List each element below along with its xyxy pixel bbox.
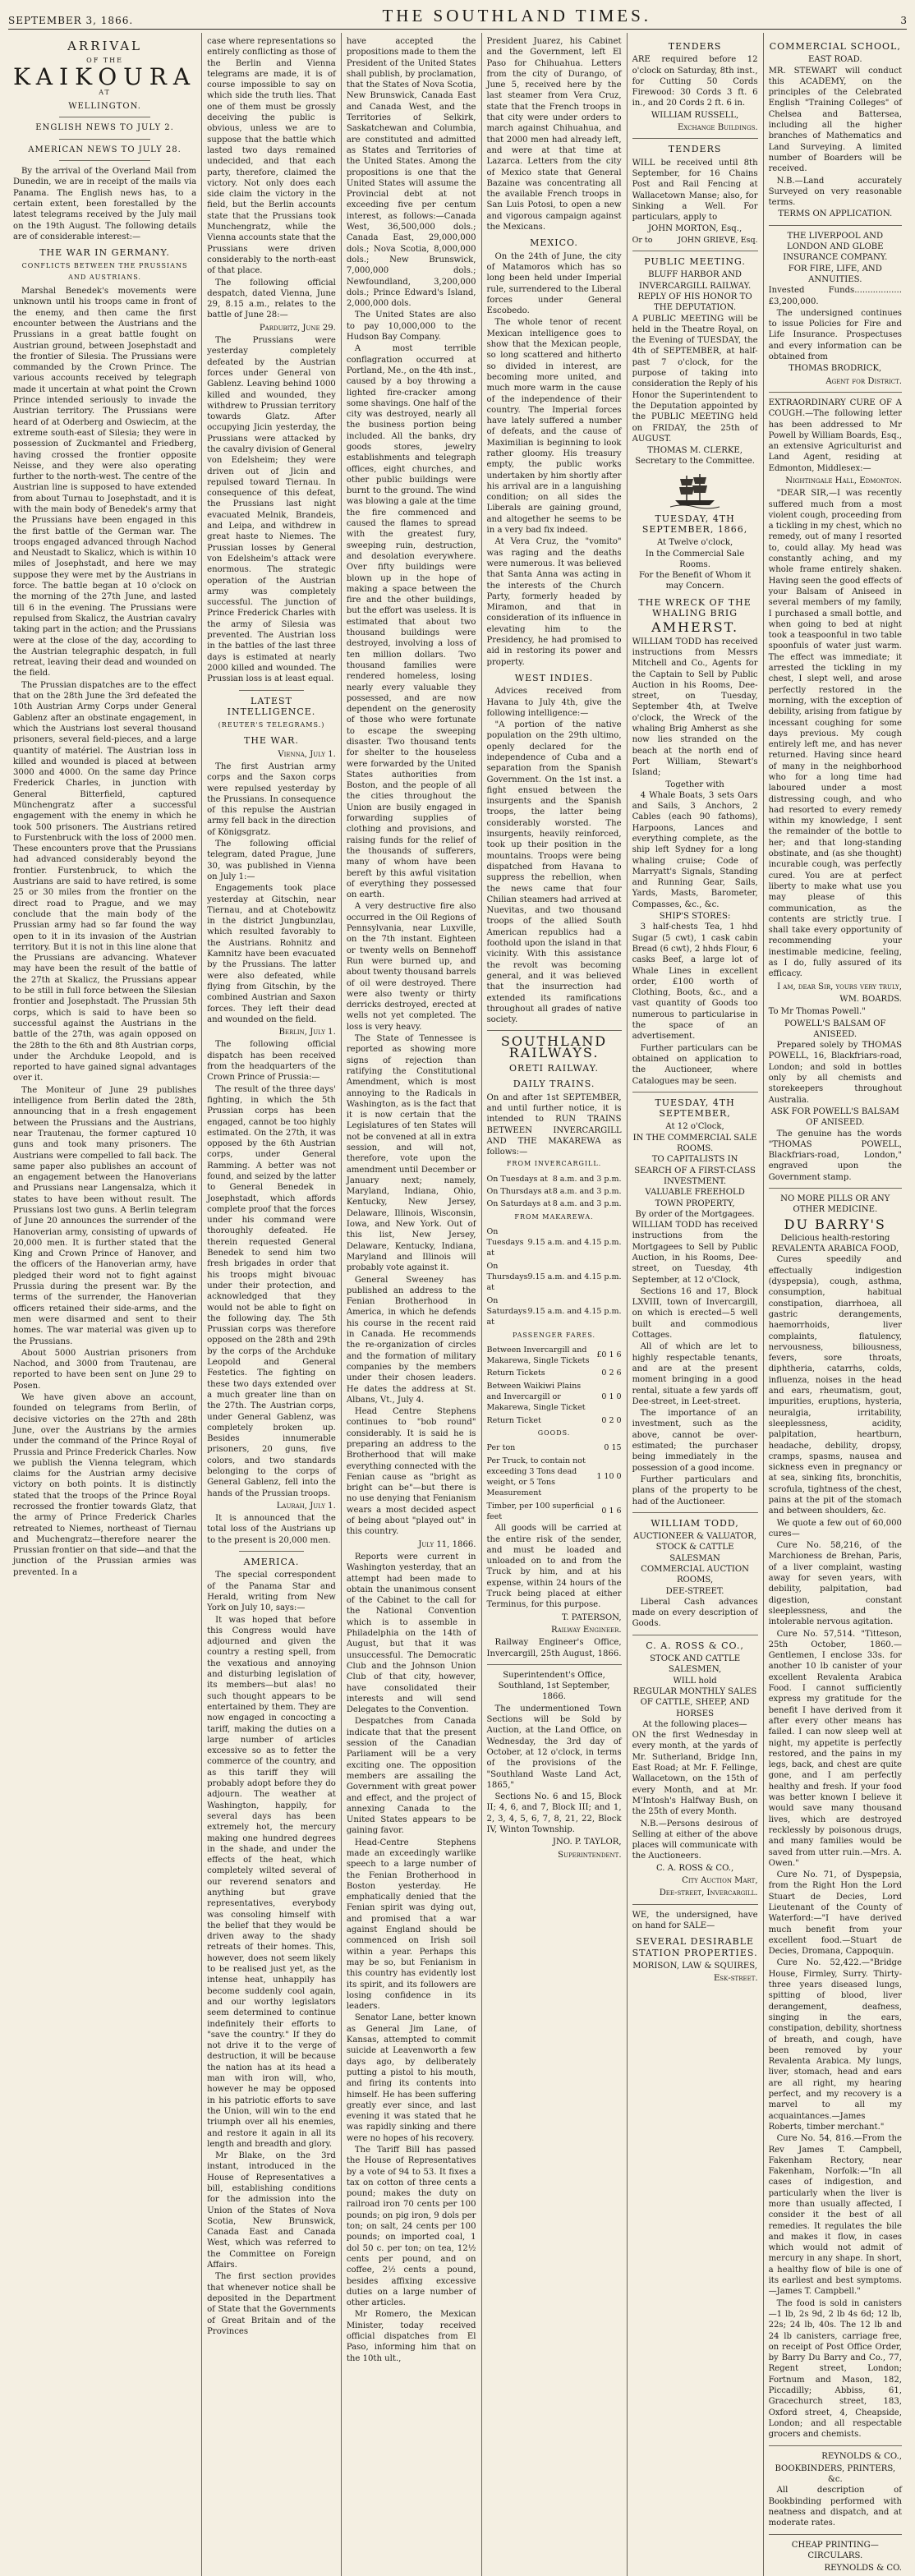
- heading-william-todd: WILLIAM TODD,: [651, 1517, 739, 1529]
- fares-table: [487, 1344, 622, 1427]
- column-4: [482, 33, 628, 2576]
- heading-public-meeting: PUBLIC MEETING.: [644, 256, 746, 268]
- ship-illustration-icon: [670, 472, 720, 508]
- heading-american-news: AMERICAN NEWS TO JULY 28.: [28, 145, 182, 154]
- article-paragraph: The result of the three days' fighting, in which the 5th Prussian corps has been engaged, cannot be too highly estimated. On the 27th, it was opposed by the 6th Austrian corps, under General Ramming. A better was not found, and seized by the latter to General Benedek in Josephstadt, which affords complete proof that the forces under his command were thoroughly defeated. He therein requested General Benedek to send him two fresh brigades in order that his troops might bivouac under their protection, and acknowledged that they would not be able to fight on the following day. The 5th Prussian corps was therefore opposed on the 28th and 29th by the corps of the Archduke Leopold and General Festetics. The fighting on these two days extended over a much greater line than on the 27th. The Austrian corps, under General Gablenz, was completely broken up. Besides innumerable prisoners, 20 guns, five colors, and two standards belonging to the corps of General Gablenz, fell into the hands of the Prussian troops.: [207, 1084, 336, 1498]
- ad-text: MR. STEWART will conduct this ACADEMY, on the principles of the Celebrated English "Training Colleges" of Chelsea and Battersea, including all the higher branches of Mathematics and Land Surveying. A limited number of Boarders will be received.: [768, 66, 902, 174]
- subheading: VALUABLE FREEHOLD TOWN PROPERTY,: [645, 1188, 745, 1208]
- subheading-passenger-fares: PASSENGER FARES.: [512, 1331, 596, 1339]
- schedule-row: On Saturdays at 9.15 a.m. and 4.15 p.m.: [486, 1295, 622, 1327]
- heading-english-news: ENGLISH NEWS TO JULY 2.: [35, 123, 174, 133]
- notice-text: All goods will be carried at the entire risk of the sender, and must be loaded and unloaded on to and from the Truck by him, and at his expense, within 24 hours of the Truck being placed at either Terminus, for this purpose.: [486, 1524, 622, 1610]
- heading-amherst: AMHERST.: [651, 619, 739, 636]
- heading-insurance: THE LIVERPOOL AND LONDON AND GLOBE INSURANCE COMPANY.: [783, 231, 888, 263]
- article-paragraph: The whole tenor of recent Mexican intelligence goes to show that the Mexican people, so long scattered and hitherto so divided in interest, are becoming more united, and much more warm in the cause of the independence of their country. The Imperial forces have lately suffered a number of defeats, and the cause of Maximilian is beginning to look rather gloomy. His treasury empty, the public works undertaken by him shortly after his arrival are in a languishing condition; on all sides the Liberals are gaining ground, and altogether he seems to be in a very bad fix indeed.: [486, 318, 622, 536]
- ad-signature: Exchange Buildings.: [677, 123, 758, 133]
- ad-text: Liberal Cash advances made on every description of Goods.: [632, 1597, 758, 1629]
- ad-text: To Mr Thomas Powell.": [768, 1007, 866, 1017]
- article-paragraph: Engagements took place yesterday at Gitschin, near Tiernau, and at Chotebowitz in the district Jungbunzlau, which resulted favorably to the Austrians. Rohnitz and Kamnitz have been evacuated by the Prussians. The latter were also defeated, while flying from Gitschin, by the combined Austrian and Saxon forces. They left their dead and wounded on the field.: [207, 884, 336, 1024]
- ad-signature: THOMAS BRODRICK,: [789, 364, 882, 374]
- article-paragraph: "A portion of the native population on the 29th ultimo, openly declared for the independence of Cuba and a separation from the Spanish Government. On the 1st inst. a fight ensued between the insurgents and the Spanish troops, the latter being considerably worsted. The insurgents, heavily reinforced, took up their position in the mountains. Troops were being dispatched from Havana to suppress the rebellion, when the news came that four Chilian steamers had arrived at Nuevitas, and two thousand troops of the allied South American republics had a foothold upon the island in that vicinity. With this assistance the revolt was becoming general, and it was believed that the insurrection had extended its ramifications throughout all grades of native society.: [486, 720, 622, 1025]
- article-paragraph: Marshal Benedek's movements were unknown until his troops came in front of the enemy, and then came the first encounter between the Austrians and the Prussians in a great battle fought on Austrian ground, between Josephstadt and the frontier of Silesia. The Prussians were commanded by the Crown Prince. The various accounts received by telegraph made it uncertain at what point the Crown Prince intended seriously to invade the Austrian territory. The Prussians were heard of at Oderberg and Oswiecim, at the extreme south-east of Silesia; they were in possession of Zuckmantel and Friedberg, having crossed the frontier opposite Neisse, and they were also operating further to the north-west. The centre of the Austrian line is supposed to have extended from about Turnau to Josephstadt, and it is with the main body of Benedek's army that the Prussians have been engaged in this the first battle of the German war. The troops engaged advanced through Nachod and Neustadt to Skalicz, which is within 10 miles of Josephstadt, and here we may suppose they were met by the Austrians in force. The battle began at 10 o'clock on the morning of the 27th June, and lasted till 6 in the evening. The Prussians were repulsed from Skalicz, the Austrian cavalry taking part in the action; and the Prussians were at the close of the day, according to the Austrian telegraphic despatch, in full retreat, leaving their dead and wounded on the field.: [13, 287, 197, 678]
- article-paragraph: It is announced that the total loss of the Austrians up to the present is 20,000 men.: [207, 1514, 336, 1545]
- heading-tenders: TENDERS: [668, 144, 722, 155]
- article-paragraph: The first Austrian army corps and the Saxon corps were repulsed yesterday by the Prussians. In consequence of this repulse the Austrian army fell back in the direction of Königsgratz.: [207, 762, 336, 837]
- ad-text: EXTRAORDINARY CURE OF A COUGH.—The following letter has been addressed to Mr Powell by William Boards, Esq., an extensive Agriculturist and Land Agent, residing at Edmonton, Middlesex:—: [768, 398, 902, 473]
- heading-ca-ross: C. A. ROSS & CO.,: [646, 1640, 744, 1651]
- column-5: [628, 33, 764, 2576]
- sale-time: At 12 o'Clock,: [665, 1122, 724, 1132]
- divider: [239, 1551, 303, 1552]
- article-paragraph: Head Centre Stephens continues to "bob round" considerably. It is said he is preparing an address to the Brotherhood that will make everything connected with the Fenian cause as "bright as bright can be"—but there is no use denying that Fenianism wears a most decided aspect of being about "played out" in this country.: [346, 1407, 476, 1537]
- divider: [632, 138, 758, 139]
- ad-signature-row: Or to JOHN GRIEVE, Esq.: [632, 235, 758, 245]
- ad-text: Cure No. 52,422.—"Bridge House, Firmley, Surry. Thirty-three years diseased lungs, spitting of blood, liver derangement, deafness, singing in the ears, constipation, debility, shortness of breath, and cough, have been removed by your Revalenta Arabica. My lungs, liver, stomach, head and ears are all right, my hearing perfect, and my recovery is a marvel to all my acquaintances.—James Roberts, timber merchant.": [768, 1958, 902, 2132]
- ad-text: I am, dear Sir, yours very truly,: [777, 982, 902, 991]
- fare-row: Return Ticket 0 2 0: [486, 1415, 622, 1425]
- ad-text: Together with: [665, 780, 724, 789]
- article-paragraph: It was hoped that before this Congress would have adjourned and given the country a resting spell, from the vexatious and annoying and disturbing legislation of its members—but alas! no such thought appears to be entertained by them. They are now engaged in concocting a tariff, making the duties on a large number of articles excessive so as to fetter the commerce of the country, and as this tariff they will probably adopt before they do adjourn. The weather at Washington, happily, for several days has been extremely hot, the mercury making one hundred degrees in the shade, and under the effects of the heat, which completely wilted several of our reverend senators and anything but grave representatives, everybody was consoling himself with the belief that they would be driven away to the shady retreats of their homes. This, however, does not seem likely to be realised just yet, as the intense heat, unhappily has become suddenly cool again, and our worthy legislators seem determined to continue indefinitely their efforts to "save the country." If they do not drive it to the verge of destruction, it will be because the nation has at its head a man with iron will, who, however he may be opposed in his patriotic efforts to save the Union, will win to the end triumph over all his enemies, and restore it again in all its length and breadth and glory.: [207, 1615, 336, 2149]
- heading-america: AMERICA.: [243, 1557, 300, 1568]
- divider: [769, 2534, 902, 2535]
- article-paragraph: The following official telegram, dated Prague, June 30, was published in Vienna on July 1:—: [207, 840, 336, 881]
- ad-signature: THOMAS M. CLERKE,: [647, 446, 743, 456]
- schedule-row: On Thursdays at 9.15 a.m. and 4.15 p.m.: [486, 1261, 622, 1293]
- heading-at: AT: [99, 88, 111, 96]
- notice-office: Superintendent's Office, Southland, 1st September, 1866.: [498, 1670, 610, 1702]
- ad-text: Further particulars can be obtained on application to the Auctioneer, where Catalogues may be seen.: [632, 1043, 758, 1086]
- article-paragraph: We have given above an account, founded on telegrams from Berlin, of decisive victories on the 27th and 28th June, over the Austrians by the armies under the command of the Prince Royal of Prussia and Prince Frederick Charles. Now we publish the Vienna telegram, which claims for the Austrian army decisive victory on both points. It is distinctly stated that the troops of the Prince Royal recrossed the frontier towards Glatz, that the army of Prince Frederick Charles retreated to Niemes, northeast of Tiernau and Muchengratz—therefore nearer the Prussian frontier on that side—and that the junction of the Prussian armies was prevented. In a: [13, 1393, 197, 1577]
- dateline: July 11, 1866.: [418, 1539, 476, 1549]
- subheading-from-invercargill: FROM INVERCARGILL.: [506, 1160, 602, 1168]
- dateline: Pardubitz, June 29.: [259, 323, 336, 333]
- heading-west-indies: WEST INDIES.: [514, 672, 594, 683]
- heading-cheap-printing: CHEAP PRINTING—CIRCULARS.: [791, 2540, 879, 2560]
- article-paragraph: Senator Lane, better known as General Jim Lane, of Kansas, attempted to commit suicide at Leavenworth a few days ago, by deliberately putting a pistol to his mouth, and firing its contents into himself. He has been suffering greatly ever since, and last evening it was stated that he was rapidly sinking and there were no hopes of his recovery.: [346, 2013, 476, 2143]
- article-paragraph: A very destructive fire also occurred in the Oil Regions of Pennsylvania, near Luxville, on the 7th instant. Eighteen or twenty wells on Bennehoff Run were burned up, and about twenty thousand barrels of oil were destroyed. There were also twenty or thirty derricks destroyed, erected at wells not yet completed. The loss is very heavy.: [346, 902, 476, 1032]
- subheading: DEE-STREET.: [665, 1586, 724, 1596]
- divider: [239, 690, 303, 691]
- subheading: FOR FIRE, LIFE, AND ANNUITIES.: [788, 264, 882, 284]
- fare-row: Between Invercargill and Makarewa, Single Tickets £0 1 6: [486, 1345, 622, 1366]
- article-paragraph: General Sweeney has published an address to the Fenian Brotherhood in America, in which he defends his course in the recent raid in Canada. He recommends the re-organization of circles and the formation of military companies by the members under their chosen leaders. He dates the address at St. Albans, Vt., July 4.: [346, 1275, 476, 1405]
- ad-text: Cure No. 54, 816.—From the Rev James T. Campbell, Fakenham Rectory, near Fakenham, Norfolk:—"In all cases of indigestion, and particularly when the liver is more than usually affected, I consider it the best of all remedies. It regulates the bile and makes it flow, in cases which would not admit of mercury in any shape. In short, a healthy flow of bile is one of its earliest and best symptoms.—James T. Campbell.": [768, 2134, 902, 2297]
- subheading: BLUFF HARBOR AND INVERCARGILL RAILWAY.: [638, 270, 752, 291]
- subheading-ships-stores: SHIP'S STORES:: [659, 912, 731, 922]
- subheading: WILL hold: [673, 1676, 717, 1686]
- sale-place: IN THE COMMERCIAL SALE ROOMS.: [632, 1133, 757, 1154]
- notice-text: On and after 1st SEPTEMBER, and until further notice, it is intended to RUN TRAINS BETWEEN INVERCARGILL AND THE MAKAREWA as follows:—: [486, 1092, 622, 1157]
- ad-text: The undersigned continues to issue Policies for Fire and Life Insurance. Prospectuses and every information can be obtained from: [768, 308, 902, 362]
- subheading-goods: GOODS.: [537, 1428, 571, 1437]
- heading-of-the: OF THE: [86, 57, 123, 65]
- dateline: Laurah, July 1.: [276, 1501, 336, 1511]
- ad-text: ON the first Wednesday in every month, at the yards of Mr. Sutherland, Bridge Inn, East Road; at Mr. F. Fellinge, Wallacetown, on the 15th of every Month, and at Mr. M'Intosh's Halfway Bush, on the 25th of every Month.: [632, 1731, 758, 1817]
- notice-text: Railway Engineer's Office, Invercargill, 25th August, 1866.: [486, 1638, 622, 1658]
- article-paragraph: The following official despatch, dated Vienna, June 29, 8.15 a.m., relates to the battle of June 28:—: [207, 278, 336, 320]
- heading-the-war: THE WAR.: [243, 735, 299, 747]
- ad-text: Cure No. 58,216, of the Marchioness de Brehan, Paris, of a liver complaint, wasting away for seven years, with debility, palpitation, bad digestion, constant sleeplessness, and the intolerable nervous agitation.: [768, 1541, 902, 1627]
- article-paragraph: At Vera Cruz, the "vomito" was raging and the deaths were numerous. It was believed that Santa Anna was acting in the interests of the Church Party, formerly headed by Miramon, and that in consideration of its influence in elevating him to the Presidency, he had promised to aid in restoring its power and property.: [486, 537, 622, 667]
- ad-text: WILLIAM TODD has received instructions from Messrs Mitchell and Co., Agents for the Captain to Sell by Public Auction in his Rooms, Dee-street, on Tuesday, September 4th, at Twelve o'clock, the Wreck of the whaling Brig Amherst as she now lies stranded on the beach at the north end of Port William, Stewart's Island;: [632, 637, 758, 778]
- article-paragraph: The United States are also to pay 10,000,000 to the Hudson Bay Company.: [346, 310, 476, 343]
- ad-text: A PUBLIC MEETING will be held in the Theatre Royal, on the Evening of TUESDAY, the 4th of SEPTEMBER, at half-past 7 o'clock, for the purpose of taking into consideration the Reply of his Honor the Superintendent to the Deputation appointed by the PUBLIC MEETING held on FRIDAY, the 25th of AUGUST.: [632, 314, 758, 444]
- heading-ask-for: ASK FOR POWELL'S BALSAM OF ANISEED.: [770, 1106, 899, 1128]
- ad-text: 4 Whale Boats, 3 sets Oars and Sails, 3 Anchors, 2 Cables (each 90 fathoms), Harpoons, Lances and everything complete, as the ship left Sydney for a long whaling cruise; Code of Marryatt's Signals, Standing and Running Gear, Sails, Yards, Masts, Barometer, Compasses, &c., &c.: [632, 790, 758, 909]
- ad-signature: City Auction Mart,: [682, 1876, 758, 1886]
- ad-text: 3 half-chests Tea, 1 hhd Sugar (5 cwt), 1 cask cabin Bread (6 cwt), 2 hhds Flour, 6 casks Beef, a large lot of Whale Lines in excellent order, £100 worth of Clothing, Boots, &c., and a vast quantity of Goods too numerous to particularise in the space of an advertisement.: [632, 922, 758, 1042]
- dateline: Vienna, July 1.: [278, 749, 336, 759]
- newspaper-title: THE SOUTHLAND TIMES.: [382, 6, 652, 25]
- ad-text: Cures speedily and effectually indigestion (dyspepsia), cough, asthma, consumption, habitual constipation, diarrhoea, all gastric derangements, haemorrhoids, liver complaints, flatulency, nervousness, biliousness, fevers, sore throats, diphtheria, catarrhs, colds, influenza, noises in the head and ears, rheumatism, gout, impurities, eruptions, hysteria, neuralgia, irritability, sleeplessness, acidity, palpitation, heartburn, headache, debility, dropsy, cramps, spasms, nausea and sickness even in pregnancy or at sea, sinking fits, bronchitis, scrofula, tightness of the chest, pains at the pit of the stomach and between shoulders, &c.: [768, 1255, 902, 1516]
- ad-text: Cure No. 57,514. "Titteson, 25th October, 1860.—Gentlemen, I enclose 33s. for another 10 lb canister of your excellent Revalenta Arabica Food. I cannot sufficiently express my gratitude for the benefit I have derived from it after every other means has failed. I can now sleep well at night, my appetite is perfectly restored, and the pains in my legs, back, and chest are quite gone, and I am perfectly healthy and fresh. If your food was better known I believe it would save many thousand lives, which are destroyed recklessly by poisonous drugs, and many families would be saved from utter ruin.—Mrs. A. Owen.": [768, 1629, 902, 1868]
- heading-du-barry: DU BARRY'S: [784, 1216, 886, 1232]
- issue-date: SEPTEMBER 3, 1866.: [8, 15, 134, 26]
- schedule-from-invercargill: [487, 1173, 622, 1211]
- subheading: TO CAPITALISTS IN SEARCH OF A FIRST-CLASS INVESTMENT.: [634, 1155, 756, 1186]
- article-paragraph: The Prussians were yesterday completely defeated by the Austrian forces under General von Gablenz. Leaving behind 1000 killed and wounded, they withdrew to Prussian territory towards Glatz. After occupying Jicin yesterday, the Prussians were attacked by the cavalry division of General von Edelsheim; they were driven out of Jicin and repulsed toward Tiernau. In consequence of this defeat, the Prussians last night evacuated Melnik, Brandeis, and Leipa, and withdrew in great haste to Niemes. The Prussian losses by General von Edelsheim's attack were enormous. The strategic operation of the Austrian army was completely successful. The junction of Prince Frederick Charles with the army of Silesia was prevented. The Austrian loss in the battles of the last three days is estimated at nearly 2000 killed and wounded. The Prussian loss is at least equal.: [207, 336, 336, 684]
- goods-row: Per Truck, to contain not exceeding 3 Tons dead weight, or 5 Tons Measurement 1 10 0: [486, 1456, 622, 1498]
- heading-oreti-railway: ORETI RAILWAY.: [509, 1063, 600, 1074]
- heading-wellington: WELLINGTON.: [68, 102, 141, 112]
- ad-text: WILLIAM TODD has received instructions from the Mortgagees to Sell by Public Auction, in his Rooms, Dee-street, on Tuesday, 4th September, at 12 o'Clock,: [632, 1221, 758, 1285]
- article-paragraph: Despatches from Canada indicate that that the present session of the Canadian Parliament will be a very exciting one. The opposition members are assailing the Government with great power and effect, and the project of annexing Canada to the United States appears to be gaining favor.: [346, 1717, 476, 1836]
- ad-text: WILL be received until 8th September, for 16 Chains Post and Rail Fencing at Wallacetown Manse; also, for Sinking a Well. For particulars, apply to: [632, 158, 758, 223]
- heading-war-in-germany: THE WAR IN GERMANY.: [39, 247, 170, 259]
- article-paragraph: The following official dispatch has been received from the headquarters of the Crown Prince of Prussia:—: [207, 1040, 336, 1083]
- heading-kaikoura: KAIKOURA: [13, 62, 197, 90]
- divider: [59, 160, 151, 161]
- ad-signature: Secretary to the Committee.: [635, 457, 755, 467]
- ad-text: N.B.—Land accurately Surveyed on very reasonable terms.: [768, 176, 902, 208]
- article-paragraph: case where representations so entirely conflicting as those of the Berlin and Vienna telegrams are made, it is of course impossible to say on which side the truth lies. That one of them must be grossly deceiving the public is obvious, unless we are to suppose that the battle which lasted two days remained undecided, and that each party, therefore, claimed the victory. Not only does each side claim the victory in the field, but the Berlin accounts state that the Prussians took Munchengratz, while the Vienna accounts state that the Prussians were driven considerably to the north-east of that place.: [207, 37, 336, 276]
- subheading: BOOKBINDERS, PRINTERS, &c.: [775, 2463, 896, 2485]
- subheading: Delicious health-restoring: [780, 1233, 890, 1243]
- ad-signature: WM. BOARDS.: [839, 994, 902, 1004]
- signature: JNO. P. TAYLOR,: [552, 1838, 622, 1847]
- schedule-from-makarewa: [487, 1226, 622, 1329]
- ad-text: All of which are let to highly respectable tenants, and are at the present moment bringing in a good rental, situate a few yards off Dee-street, in Leet-street.: [632, 1342, 758, 1406]
- heading-latest-intelligence: LATEST INTELLIGENCE.: [227, 695, 316, 717]
- ad-signature: Esk-street.: [713, 1974, 758, 1984]
- ad-signature: WILLIAM RUSSELL,: [651, 110, 739, 120]
- article-paragraph: About 5000 Austrian prisoners from Nachod, and 3000 from Trautenau, are reported to have been sent on June 29 to Posen.: [13, 1348, 197, 1391]
- heading-southland-railways: SOUTHLAND RAILWAYS.: [500, 1033, 608, 1060]
- heading-station-properties: SEVERAL DESIRABLE STATION PROPERTIES.: [632, 1936, 758, 1958]
- article-paragraph: have accepted the propositions made to them the President of the United States shall publish, by proclamation, that the States of Nova Scotia, New Brunswick, Canada East and Canada West, and the Territories of Selkirk, Saskatchewan and Columbia, are constituted and admitted as States and Territories of the United States. Among the propositions is one that the United States will assume the Provincial debt at not exceeding five per centum interest, as follows:—Canada West, 36,500,000 dols.; Canada East, 29,000,000 dols.; Nova Scotia, 8,000,000 dols.; New Brunswick, 7,000,000 dols.; Newfoundland, 3,200,000 dols.; Prince Edward's Island, 2,000,000 dols.: [346, 37, 476, 309]
- article-paragraph: Head-Centre Stephens made an exceedingly warlike speech to a large number of the Fenian Brotherhood in Boston yesterday. He emphatically denied that the Fenian spirit was dying out, and promised that a war against England should be commenced on Irish soil within a year. Perhaps this may be so, but Fenianism in this country has evidently lost its spirit, and its followers are losing confidence in its leaders.: [346, 1838, 476, 2012]
- ad-signature: C. A. ROSS & CO.,: [655, 1863, 734, 1873]
- column-6: [764, 33, 907, 2576]
- divider: [769, 225, 902, 226]
- ad-text: Nightingale Hall, Edmonton.: [785, 476, 902, 485]
- goods-table: [487, 1442, 622, 1523]
- article-paragraph: The Prussian dispatches are to the effect that on the 28th June the 3rd defeated the 10th Austrian Army Corps under General Gablenz after an obstinate engagement, in which the Austrians lost several thousand prisoners, several field-pieces, and a large quantity of matériel. The Austrian loss in killed and wounded is placed at between 3000 and 4000. On the same day Prince Frederick Charles, in junction with General Bitterfield, captured Münchengratz after a successful engagement with the enemy in which he took 500 prisoners. The Austrians retired to Furstenbruck with the loss of 2000 men. These encounters prove that the Prussians had advanced considerably beyond the frontier. Furstenbruck, to which the Austrians are said to have retired, is some 25 or 30 miles from the frontier on the direct road to Prague, and we may conclude that the main body of the Prussian army had so far found the way open to it in its invasion of the Austrian territory. But it is not in this line alone that the Prussians are advancing. Whatever may have been the result of the battle of the 27th at Skalicz, the Prussians appear to be still in full force between the Silesian frontier and Josephstadt. The Prussian 5th corps, which is said to have been so successful against the Austrians in the battle of the 27th, was again opposed on the 28th to the 6th and 8th Austrian corps, under the Archduke Leopold, and is reported to have gained signal advantages over it.: [13, 680, 197, 1083]
- column-3: [342, 33, 482, 2576]
- ad-text: WE, the undersigned, have on hand for SALE—: [632, 1910, 758, 1930]
- ad-signature: Agent for District.: [825, 376, 902, 386]
- subheading-from-makarewa: FROM MAKAREWA.: [514, 1212, 594, 1221]
- heading-balsam: POWELL'S BALSAM OF ANISEED.: [784, 1019, 886, 1039]
- divider: [769, 1188, 902, 1189]
- fare-row: Between Waikiwi Plains and Invercargill or Makarewa, Single Ticket 0 1 0: [486, 1381, 622, 1413]
- column-2: [202, 33, 342, 2576]
- ad-text: N.B.—Persons desirous of Selling at either of the above places will communicate with the Auctioneers.: [632, 1819, 758, 1861]
- ad-text: The food is sold in canisters—1 lb, 2s 9d, 2 lb 4s 6d; 12 lb, 22s; 24 lb, 40s. The 12 lb and 24 lb canisters, carriage free, on receipt of Post Office Order, by Barry Du Barry and Co., 77, Regent street, London; Fortnum and Mason, 182, Piccadilly; Abbiss, 61, Gracechurch street, 183, Oxford street, 4, Cheapside, London; and all respectable grocers and chemists.: [768, 2298, 902, 2440]
- divider: [632, 1512, 758, 1513]
- subheading: By order of the Mortgagees.: [635, 1209, 755, 1219]
- ad-text: All description of Bookbinding performed with neatness and dispatch, and at moderate rates.: [768, 2486, 902, 2528]
- ad-text: We quote a few out of 60,000 cures—: [768, 1518, 902, 1539]
- ad-text: Prepared solely by THOMAS POWELL, 16, Blackfriars-road, London; and sold in bottles only by all chemists and storekeepers throughout Australia.: [768, 1041, 902, 1105]
- article-paragraph: The first section provides that whenever notice shall be deposited in the Department of State that the Governments of Great Britain and of the Provinces: [207, 2272, 336, 2336]
- article-paragraph: Mr Romero, the Mexican Minister, today received official dispatches from El Paso, informing him that on the 10th ult.,: [346, 2310, 476, 2363]
- article-paragraph: A most terrible conflagration occurred at Portland, Me., on the 4th inst., caused by a boy throwing a lighted fire-cracker among some shavings. One half of the city was destroyed, nearly all the business portion being included. All the banks, dry goods stores, jewelry establishments and telegraph offices, eight churches, and other public buildings were burnt to the ground. The wind was blowing a gale at the time the fire commenced and caused the flames to spread with the greatest fury, sweeping ruin, destruction, and desolation everywhere. Over fifty buildings were blown up in the hope of making a space between the fire and the other buildings, but the effort was useless. It is estimated that about two thousand buildings were destroyed, involving a loss of ten million dollars. Two thousand families were rendered homeless, losing nearly every valuable they possessed, and are now dependent on the generosity of those who were fortunate to escape the sweeping disaster. Two thousand tents for shelter to the houseless were forwarded by the United States authorities from Boston, and the people of all the cities throughout the Union are busily engaged in forwarding supplies of clothing and provisions, and raising funds for the relief of the thousands of sufferers, many of whom have been bereft by this awful visitation of everything they possessed on earth.: [346, 344, 476, 900]
- article-paragraph: On the 24th of June, the city of Matamoros which has so long been held under Imperial rule, surrendered to the Liberal forces under General Escobedo.: [486, 251, 622, 316]
- newspaper-columns: [8, 33, 907, 2574]
- goods-row: Per ton 0 15: [486, 1443, 622, 1453]
- subheading: REGULAR MONTHLY SALES OF CATTLE, SHEEP, AND HORSES: [632, 1686, 757, 1718]
- notice-text: The undermentioned Town Sections will be Sold by Auction, at the Land Office, on Wednesday, the 3rd day of October, at 12 o'clock, in terms of the provisions of the "Southland Waste Land Act, 1865,": [486, 1704, 622, 1790]
- article-paragraph: The Tariff Bill has passed the House of Representatives by a vote of 94 to 53. It fixes a tax on cotton of three cents a pound; makes the duty on railroad iron 70 cents per 100 pounds; on pig iron, 9 dols per ton; on salt, 24 cents per 100 pounds; on imported coal, 1 dol 50 c. per ton; on tea, 12½ cents per pound, and on coffee, 2½ cents a pound, besides affixing excessive duties on a large number of other articles.: [346, 2146, 476, 2308]
- subheading-reuters: (REUTER'S TELEGRAMS.): [218, 721, 325, 729]
- column-1: [8, 33, 202, 2576]
- ad-text: "DEAR SIR,—I was recently suffered much from a most violent cough, proceeding from a tickling in my chest, which no remedy, out of many I resorted to, could allay. My head was constantly aching, and my whole frame entirely shaken. Having seen the good effects of your Balsam of Aniseed in several members of my family, I purchased a small bottle, and when going to bed at night took a teaspoonful in two table spoonfuls of water just warm. The effect was immediate; it arrested the tickling in my chest, I slept well, and arose perfectly restored in the morning, with the exception of debility, arising from fatigue by incessant coughing for some days previous. My cough entirely left me, and has never returned. Having since heard of many in the neighborhood who for a long time had laboured under a most distressing cough, and who had resorted to every remedy within my knowledge, I sent the remainder of the bottle to her; and that long-standing obstinate, and (as she thought) incurable cough, was perfectly cured. You are at perfect liberty to make what use you may please of this communication, as the contents are strictly true. I shall take every opportunity of recommending your inestimable medicine, feeling, as I do, fully assured of its efficacy.: [768, 489, 902, 979]
- sale-place: In the Commercial Sale Rooms.: [645, 549, 745, 569]
- subheading: STOCK AND CATTLE SALESMEN,: [650, 1654, 741, 1675]
- subheading: AUCTIONEER & VALUATOR,: [633, 1532, 757, 1542]
- divider: [487, 1664, 622, 1665]
- article-paragraph: Advices received from Havana to July 4th, give the following intelligence:—: [486, 687, 622, 718]
- subheading: TERMS ON APPLICATION.: [778, 209, 893, 219]
- subheading: EAST ROAD.: [807, 55, 862, 65]
- schedule-row: On Tuesdays at 8 a.m. and 3 p.m.: [486, 1174, 622, 1184]
- sale-time: At Twelve o'clock,: [656, 538, 733, 548]
- schedule-row: On Saturdays at 8 a.m. and 3 p.m.: [486, 1199, 622, 1209]
- heading-daily-trains: DAILY TRAINS.: [513, 1079, 595, 1090]
- divider: [632, 1904, 758, 1905]
- subheading: STOCK & CATTLE SALESMAN: [655, 1543, 734, 1563]
- divider: [59, 139, 151, 140]
- ad-signature: MORISON, LAW & SQUIRES,: [632, 1961, 757, 1971]
- sale-benefit: For the Benefit of Whom it may Concern.: [638, 571, 752, 591]
- subheading: COMMERCIAL AUCTION ROOMS,: [641, 1565, 750, 1585]
- page-number: 3: [900, 15, 907, 26]
- divider: [769, 392, 902, 393]
- heading-arrival: ARRIVAL: [67, 39, 143, 53]
- heading-mexico: MEXICO.: [530, 237, 578, 249]
- article-paragraph: President Juarez, his Cabinet and the Government, left El Paso for Chihuahua. Letters from the city of Durango, of June 5, received here by the last steamer from Vera Cruz, state that the French troops in that city were under orders to march against Chihuahua, and that 2000 men had already left, and were at that time at Lazarca. Letters from the city of Mexico state that General Bazaine was concentrating all the available French troops in San Luis Potosi, to open a new and vigorous campaign against the Mexicans.: [486, 37, 622, 232]
- signature: T. PATERSON,: [562, 1612, 622, 1622]
- schedule-row: On Thursdays at 8 a.m. and 3 p.m.: [486, 1186, 622, 1196]
- article-paragraph: Mr Blake, on the 3rd instant, introduced in the House of Representatives a bill, establishing conditions for the admission into the Union of the States of Nova Scotia, New Brunswick, Canada East and Canada West, which was referred to the Committee on Foreign Affairs.: [207, 2151, 336, 2270]
- subheading: REPLY OF HIS HONOR TO THE DEPUTATION.: [637, 292, 752, 313]
- heading-no-more-pills: NO MORE PILLS OR ANY OTHER MEDICINE.: [780, 1194, 890, 1215]
- heading-tenders: TENDERS: [668, 41, 722, 52]
- sale-date: TUESDAY, 4TH SEPTEMBER,: [655, 1097, 735, 1120]
- ad-signature: REYNOLDS & CO.: [824, 2564, 902, 2574]
- schedule-row: On Tuesdays at 9.15 a.m. and 4.15 p.m.: [486, 1226, 622, 1258]
- subheading-conflicts: CONFLICTS BETWEEN THE PRUSSIANS AND AUSTRIANS.: [21, 262, 188, 281]
- article-paragraph: By the arrival of the Overland Mail from Dunedin, we are in receipt of the mails via Panama. The English news has, to a certain extent, been forestalled by the latest telegrams received by the July mail on the 19th August. The following details are of considerable interest:—: [13, 167, 197, 242]
- divider: [487, 1030, 622, 1031]
- article-paragraph: Reports were current in Washington yesterday, that an attempt had been made to obtain the unanimous consent of the Cabinet to the call for the National Convention which is to assemble in Philadelphia on the 14th of August, but that it was unsuccessful. The Democratic Club and the Johnson Union Club of that city, however, have consolidated their interests and will send Delegates to the Convention.: [346, 1552, 476, 1715]
- subheading: At the following places—: [642, 1719, 747, 1729]
- ad-signature: JOHN MORTON, Esq.,: [647, 224, 743, 234]
- heading-reynolds: REYNOLDS & CO.,: [821, 2451, 902, 2461]
- ad-text: Further particulars and plans of the property to be had of the Auctioneer.: [632, 1474, 758, 1506]
- dateline: Berlin, July 1.: [278, 1028, 336, 1037]
- heading-wreck: THE WRECK OF THE WHALING BRIG: [638, 596, 752, 619]
- fare-row: Return Tickets 0 2 6: [486, 1368, 622, 1378]
- article-paragraph: The Moniteur of June 29 publishes intelligence from Berlin dated the 28th, announcing that in a fresh engagement between the Prussians and the Austrians, near Trautenau, the former captured 10 guns and took many prisoners. The Austrians were compelled to fall back. The same paper also publishes an account of an engagement between the Hanoverians and Prussians near Langensalza, which it states to have been without result. The Prussians lost two guns. A Berlin telegram of June 20 announces the surrender of the Hanoverian army, consisting of upwards of 20,000 men. It is further stated that the King and Crown Prince of Hanover, and the officers of the Hanoverian army, have pledged their word not to fight against Prussia during the present war. By the terms of the surrender, the Hanoverian officers retained their side-arms, and the men were disarmed and sent to their homes. The war material was given up to the Prussians.: [13, 1085, 197, 1346]
- ad-text: The importance of an investment, such as the above, cannot be over-estimated; the purchaser being immediately in the possession of a good income.: [632, 1409, 758, 1473]
- ad-text: Invested Funds..................£3,200,000.: [768, 286, 902, 306]
- signature-title: Superintendent.: [558, 1850, 622, 1860]
- goods-row: Timber, per 100 superficial feet 0 1 6: [486, 1501, 622, 1521]
- divider: [769, 2445, 902, 2446]
- masthead: [8, 7, 907, 30]
- ad-text: The genuine has the words "THOMAS POWELL, Blackfriars-road, London," engraved upon the Government stamp.: [768, 1129, 902, 1182]
- notice-text: Sections No. 6 and 15, Block II; 4, 6, and 7, Block III; and 1, 2, 3, 4, 5, 6, 7, 8, 21, 22, Block IV, Winton Township.: [486, 1792, 622, 1835]
- signature-title: Railway Engineer.: [550, 1625, 622, 1635]
- heading-commercial-school: COMMERCIAL SCHOOL,: [769, 41, 901, 52]
- ad-signature: Dee-street, Invercargill.: [659, 1888, 758, 1898]
- heading-revalenta: REVALENTA ARABICA FOOD,: [771, 1244, 899, 1254]
- ad-text: ARE required before 12 o'clock on Saturday, 8th inst., for Cutting 50 Cords Firewood: 30 Cords 3 ft. 6 in., and 20 Cords 2 ft. 6 in.: [632, 55, 758, 108]
- sale-date: TUESDAY, 4TH SEPTEMBER, 1866,: [641, 513, 748, 535]
- article-paragraph: The State of Tennessee is reported as showing more signs of rejection than ratifying the Constitutional Amendment, which is most annoying to the Radicals in Washington, as is the fact that it is now certain that the Legislatures of ten States will not be convened at all in extra session, and will not, therefore, vote upon the amendment until December or January next; namely, Maryland, Indiana, Ohio, Kentucky, New Jersey, Delaware, Illinois, Wisconsin, Iowa, and New York. Out of this list, New Jersey, Delaware, Kentucky, Indiana, Maryland and Illinois will probably vote against it.: [346, 1034, 476, 1273]
- ad-text: Cure No. 71, of Dyspepsia, from the Right Hon the Lord Stuart de Decies, Lord Lieutenant of the County of Waterford:—"I have derived much benefit from your excellent food.—Stuart de Decies, Dromana, Cappoquin.: [768, 1870, 902, 1957]
- ad-text: Sections 16 and 17, Block LXVIII, town of Invercargill, on which is erected—5 well built and commodious Cottages.: [632, 1286, 758, 1341]
- article-paragraph: The special correspondent of the Panama Star and Herald, writing from New York on July 10, says:—: [207, 1571, 336, 1613]
